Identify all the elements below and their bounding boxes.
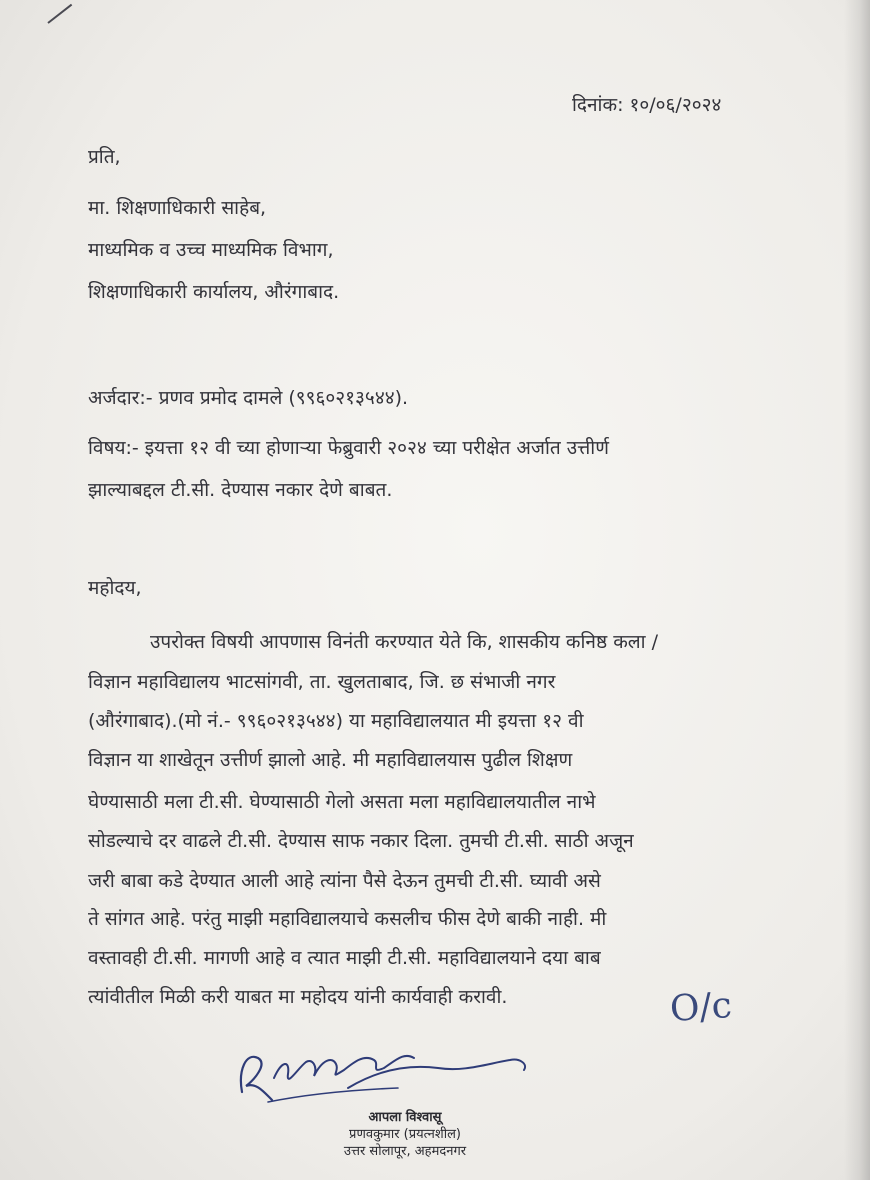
recipient-address-line: माध्यमिक व उच्च माध्यमिक विभाग, <box>88 239 334 261</box>
handwritten-margin-note: O/c <box>668 984 734 1031</box>
subject-line: झाल्याबद्दल टी.सी. देण्यास नकार देणे बाबत. <box>88 479 393 501</box>
applicant-line: अर्जदार:- प्रणव प्रमोद दामले (९९६०२१३५४४). <box>88 387 409 409</box>
body-line: उपरोक्त विषयी आपणास विनंती करण्यात येते कि, शासकीय कनिष्ठ कला / <box>150 631 659 653</box>
body-line: घेण्यासाठी मला टी.सी. घेण्यासाठी गेलो असता मला महाविद्यालयातील नाभे <box>88 791 596 813</box>
body-line: वस्तावही टी.सी. मागणी आहे व त्यात माझी टी.सी. महाविद्यालयाने दया बाब <box>88 947 601 969</box>
corner-pen-mark <box>47 4 72 24</box>
recipient-address-line: शिक्षणाधिकारी कार्यालय, औरंगाबाद. <box>88 281 340 303</box>
body-line: ते सांगत आहे. परंतु माझी महाविद्यालयाचे कसलीच फीस देणे बाकी नाही. मी <box>88 908 607 930</box>
body-line: जरी बाबा कडे देण्यात आली आहे त्यांना पैसे देऊन तुमची टी.सी. घ्यावी असे <box>88 870 601 892</box>
page-edge-shadow <box>844 0 870 1180</box>
letter-date: दिनांक: १०/०६/२०२४ <box>572 94 722 116</box>
body-line: विज्ञान या शाखेतून उत्तीर्ण झालो आहे. मी महाविद्यालयास पुढील शिक्षण <box>88 749 573 771</box>
body-line: सोडल्याचे दर वाढले टी.सी. देण्यास साफ नकार दिला. तुमची टी.सी. साठी अजून <box>88 830 634 852</box>
signature-block-line: उत्तर सोलापूर, अहमदनगर <box>343 1144 467 1159</box>
body-line: विज्ञान महाविद्यालय भाटसांगवी, ता. खुलताबाद, जि. छ संभाजी नगर <box>88 671 556 693</box>
body-line: त्यांवीतील मिळी करी याबत मा महोदय यांनी कार्यवाही करावी. <box>88 986 508 1008</box>
body-line: (औरंगाबाद).(मो नं.- ९९६०२१३५४४) या महाविद्यालयात मी इयत्ता १२ वी <box>88 710 584 732</box>
subject-line: विषय:- इयत्ता १२ वी च्या होणाऱ्या फेब्रुवारी २०२४ च्या परीक्षेत अर्जात उत्तीर्ण <box>88 437 609 459</box>
recipient-address-line: मा. शिक्षणाधिकारी साहेब, <box>88 197 267 219</box>
signature-block-line: प्रणवकुमार (प्रयत्नशील) <box>349 1127 461 1142</box>
signature-block-line: आपला विश्वासू <box>368 1110 442 1125</box>
recipient-prefix: प्रति, <box>88 146 121 168</box>
handwritten-signature <box>228 1030 538 1110</box>
salutation: महोदय, <box>88 577 142 599</box>
